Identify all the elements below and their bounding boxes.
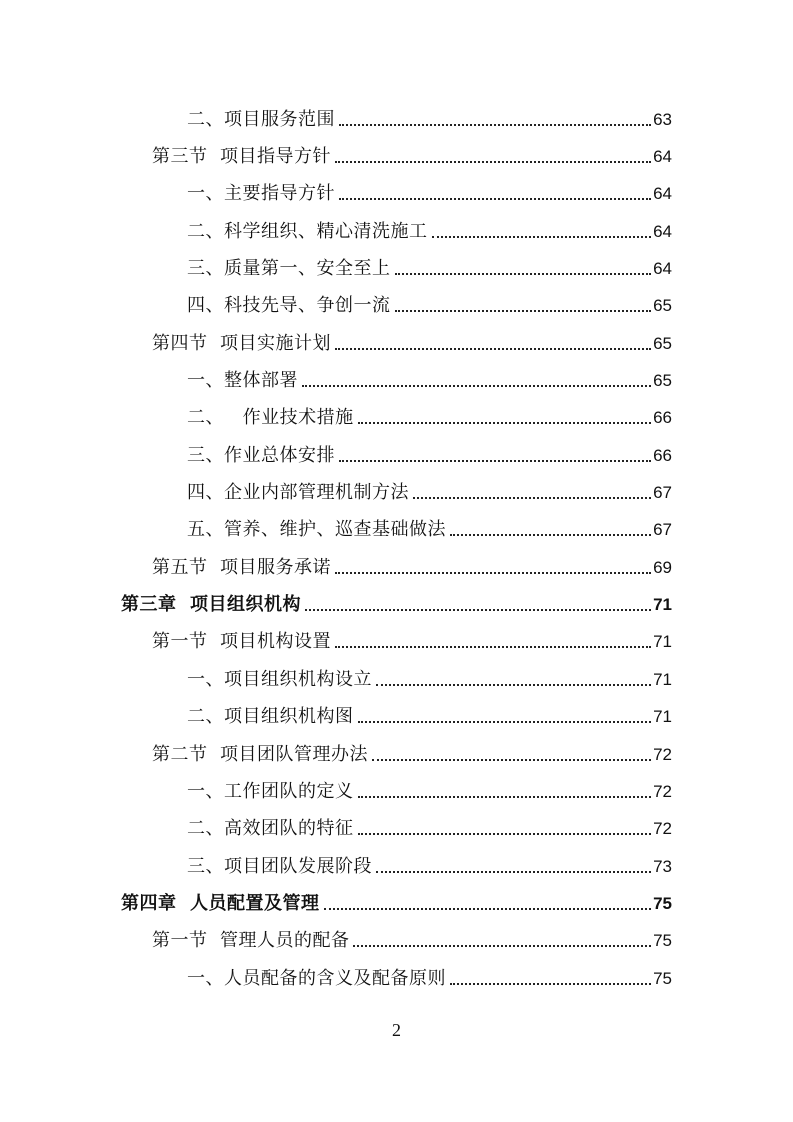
toc-entry[interactable]: [0, 885, 793, 922]
dot-leader: [432, 235, 652, 238]
toc-entry-page: 65: [653, 371, 672, 391]
toc-entry-title: 五、管养、维护、巡查基础做法: [187, 519, 446, 541]
toc-entry-page: 71: [653, 595, 672, 615]
toc-entry[interactable]: [0, 250, 793, 287]
toc-entry[interactable]: [0, 362, 793, 399]
toc-entry-title: 第五节 项目服务承诺: [152, 556, 331, 578]
dot-leader: [395, 272, 652, 275]
toc-entry[interactable]: [0, 699, 793, 736]
toc-entry[interactable]: [0, 661, 793, 698]
toc-entry-page: 73: [653, 856, 672, 876]
toc-entry-page: 63: [653, 109, 672, 129]
toc-entry[interactable]: [0, 176, 793, 213]
toc-entry-title: 一、主要指导方针: [187, 183, 335, 205]
toc-entry[interactable]: [0, 325, 793, 362]
toc-entry-title: 第三章 项目组织机构: [121, 594, 302, 616]
toc-entry-title: 二、科学组织、精心清洗施工: [187, 220, 428, 242]
dot-leader: [339, 459, 651, 462]
page-number: 2: [392, 1020, 401, 1040]
dot-leader: [353, 944, 651, 947]
toc-entry-title: 二、项目服务范围: [187, 108, 335, 130]
dot-leader: [376, 683, 651, 686]
toc-entry-title: 三、质量第一、安全至上: [187, 258, 391, 280]
toc-entry-page: 64: [653, 184, 672, 204]
toc-entry-page: 71: [653, 632, 672, 652]
toc-entry[interactable]: [0, 474, 793, 511]
dot-leader: [395, 309, 652, 312]
toc-entry-page: 67: [653, 520, 672, 540]
toc-entry-title: 第一节 项目机构设置: [152, 631, 331, 653]
toc-entry-page: 66: [653, 408, 672, 428]
toc-entry-page: 64: [653, 147, 672, 167]
dot-leader: [372, 758, 651, 761]
dot-leader: [302, 384, 651, 387]
toc-entry[interactable]: [0, 960, 793, 997]
toc-entry-page: 72: [653, 819, 672, 839]
dot-leader: [335, 645, 651, 648]
toc-entry-page: 64: [653, 259, 672, 279]
dot-leader: [450, 533, 651, 536]
toc-entry-title: 一、整体部署: [187, 370, 298, 392]
toc-entry-title: 二、高效团队的特征: [187, 818, 354, 840]
toc-entry-page: 71: [653, 669, 672, 689]
toc-entry[interactable]: [0, 138, 793, 175]
toc-entry[interactable]: [0, 736, 793, 773]
dot-leader: [324, 907, 652, 910]
toc-entry-title: 第四节 项目实施计划: [152, 332, 331, 354]
dot-leader: [335, 571, 651, 574]
dot-leader: [358, 832, 652, 835]
dot-leader: [339, 197, 651, 200]
toc-entry[interactable]: [0, 586, 793, 623]
toc-entry-page: 75: [653, 968, 672, 988]
toc-entry-title: 一、人员配备的含义及配备原则: [187, 967, 446, 989]
toc-entry-page: 67: [653, 483, 672, 503]
toc-entry-page: 75: [653, 931, 672, 951]
toc-entry[interactable]: [0, 848, 793, 885]
toc-entry-page: 66: [653, 445, 672, 465]
toc-entry[interactable]: [0, 811, 793, 848]
dot-leader: [358, 421, 651, 424]
dot-leader: [450, 982, 651, 985]
toc-entry-title: 二、 作业技术措施: [187, 407, 354, 429]
toc-entry-title: 二、项目组织机构图: [187, 706, 354, 728]
toc-entry-title: 四、企业内部管理机制方法: [187, 482, 409, 504]
toc-entry[interactable]: [0, 213, 793, 250]
dot-leader: [335, 160, 651, 163]
toc-entry-page: 72: [653, 744, 672, 764]
toc-entry-page: 75: [653, 893, 672, 913]
toc-entry-page: 65: [653, 333, 672, 353]
toc-entry[interactable]: [0, 437, 793, 474]
toc-entry-page: 65: [653, 296, 672, 316]
toc-entry-title: 第二节 项目团队管理办法: [152, 743, 368, 765]
toc-entry[interactable]: [0, 288, 793, 325]
toc-entry-title: 一、工作团队的定义: [187, 780, 354, 802]
toc-entry[interactable]: [0, 773, 793, 810]
toc-entry[interactable]: [0, 923, 793, 960]
toc-entry-page: 71: [653, 707, 672, 727]
dot-leader: [358, 795, 652, 798]
toc-entry[interactable]: [0, 549, 793, 586]
toc-entry-page: 69: [653, 557, 672, 577]
table-of-contents: [0, 101, 793, 997]
toc-entry-page: 64: [653, 221, 672, 241]
toc-entry-title: 第四章 人员配置及管理: [121, 892, 320, 914]
toc-entry-title: 第三节 项目指导方针: [152, 146, 331, 168]
toc-entry-title: 一、项目组织机构设立: [187, 668, 372, 690]
dot-leader: [376, 870, 651, 873]
toc-entry[interactable]: [0, 101, 793, 138]
toc-entry-title: 三、项目团队发展阶段: [187, 855, 372, 877]
toc-entry-title: 第一节 管理人员的配备: [152, 930, 350, 952]
toc-entry-title: 三、作业总体安排: [187, 444, 335, 466]
toc-entry[interactable]: [0, 512, 793, 549]
dot-leader: [413, 496, 651, 499]
toc-entry[interactable]: [0, 400, 793, 437]
toc-entry[interactable]: [0, 624, 793, 661]
toc-entry-title: 四、科技先导、争创一流: [187, 295, 391, 317]
dot-leader: [305, 608, 651, 611]
toc-entry-page: 72: [653, 781, 672, 801]
dot-leader: [358, 720, 652, 723]
dot-leader: [335, 347, 651, 350]
dot-leader: [339, 123, 651, 126]
